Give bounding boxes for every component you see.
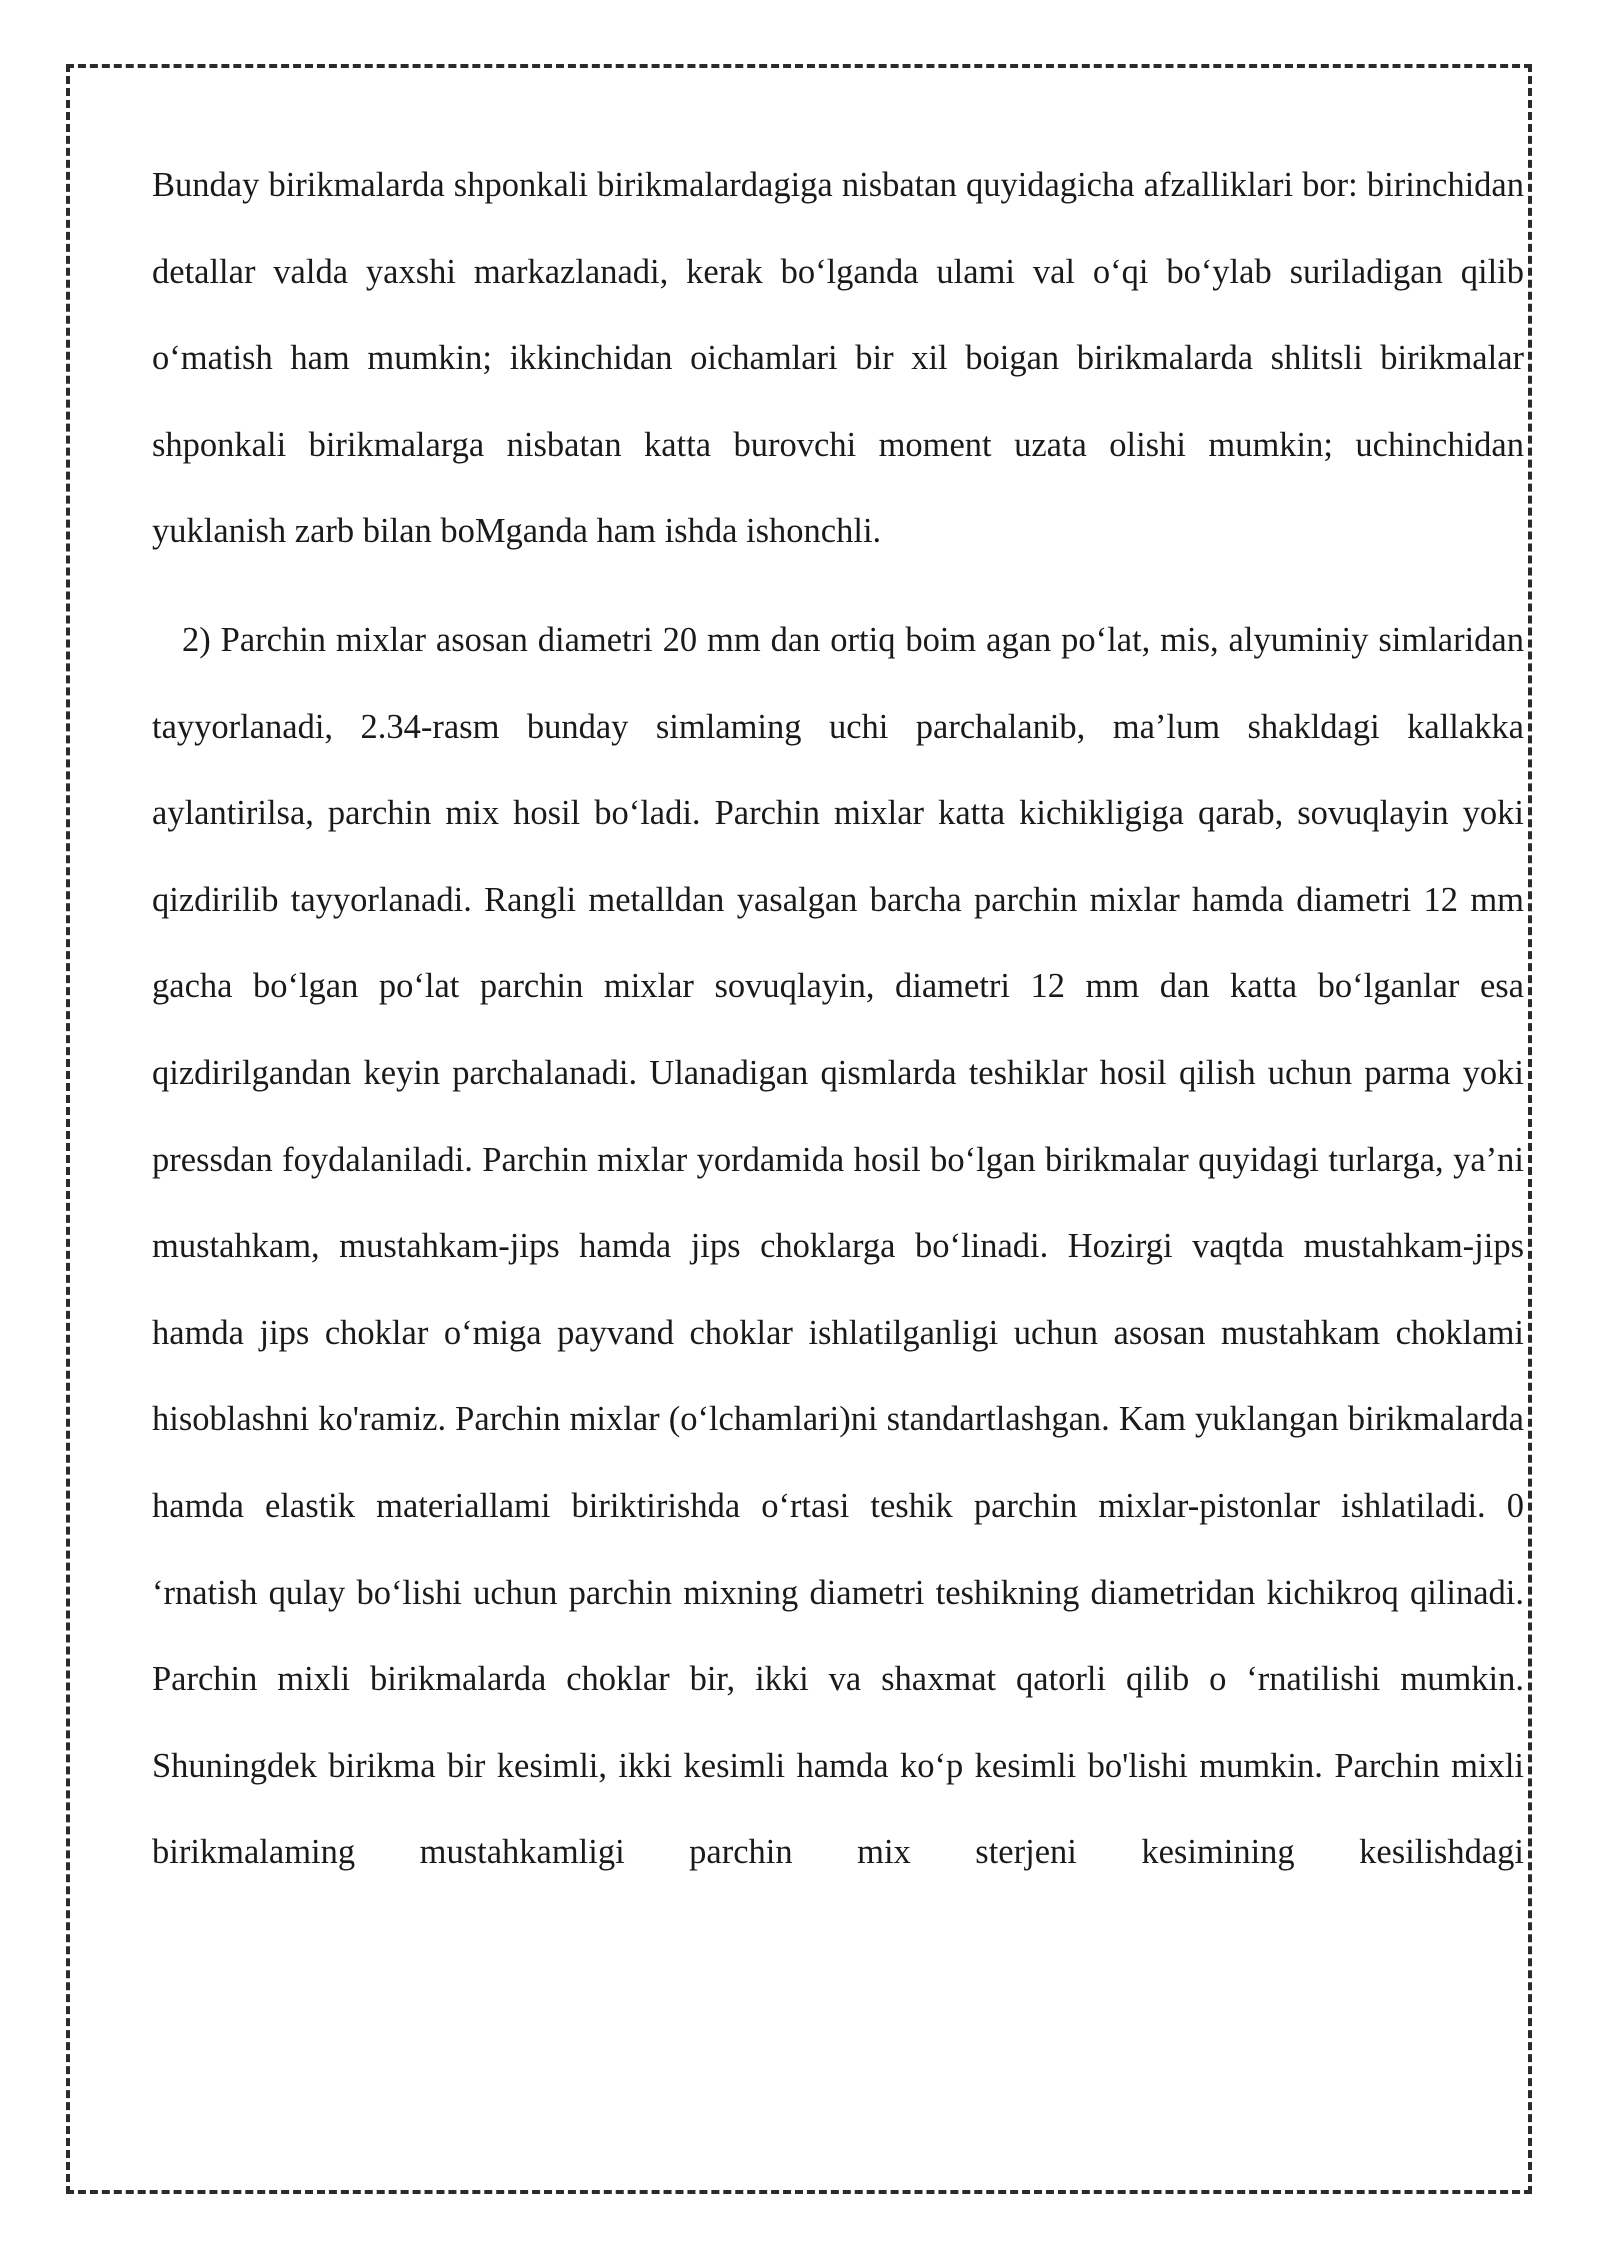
document-body (152, 142, 1524, 1896)
paragraph-1: Bunday birikmalarda shponkali birikmalardagiga nisbatan quyidagicha afzalliklari bor: birinchidan detallar valda yaxshi markazlanadi, kerak bo‘lganda ulami val o‘qi bo‘ylab suriladigan qilib o‘matish ham mumkin; ikkinchidan oichamlari bir xil boigan birikmalarda shlitsli birikmalar shponkali birikmalarga nisbatan katta burovchi moment uzata olishi mumkin; uchinchidan yuklanish zarb bilan boMganda ham ishda ishonchli. (152, 166, 1524, 551)
paragraph-2: 2) Parchin mixlar asosan diametri 20 mm dan ortiq boim agan po‘lat, mis, alyuminiy simlaridan tayyorlanadi, 2.34-rasm bunday simlaming uchi parchalanib, ma’lum shakldagi kallakka aylantirilsa, parchin mix hosil bo‘ladi. Parchin mixlar katta kichikligiga qarab, sovuqlayin yoki qizdirilib tayyorlanadi. Rangli metalldan yasalgan barcha parchin mixlar hamda diametri 12 mm gacha bo‘lgan po‘lat parchin mixlar sovuqlayin, diametri 12 mm dan katta bo‘lganlar esa qizdirilgandan keyin parchalanadi. Ulanadigan qismlarda teshiklar hosil qilish uchun parma yoki pressdan foydalaniladi. Parchin mixlar yordamida hosil bo‘lgan birikmalar quyidagi turlarga, ya’ni mustahkam, mustahkam-jips hamda jips choklarga bo‘linadi. Hozirgi vaqtda mustahkam-jips hamda jips choklar o‘miga payvand choklar ishlatilganligi uchun asosan mustahkam choklami hisoblashni ko'ramiz. Parchin mixlar (o‘lchamlari)ni standartlashgan. Kam yuklangan birikmalarda hamda elastik materiallami biriktirishda o‘rtasi teshik parchin mixlar-pistonlar ishlatiladi. 0 ‘rnatish qulay bo‘lishi uchun parchin mixning diametri teshikning diametridan kichikroq qilinadi. Parchin mixli birikmalarda choklar bir, ikki va shaxmat qatorli qilib o ‘rnatilishi mumkin. Shuningdek birikma bir kesimli, ikki kesimli hamda ko‘p kesimli bo'lishi mumkin. Parchin mixli birikmalaming mustahkamligi parchin mix sterjeni kesimining kesilishdagi (152, 620, 1524, 1872)
